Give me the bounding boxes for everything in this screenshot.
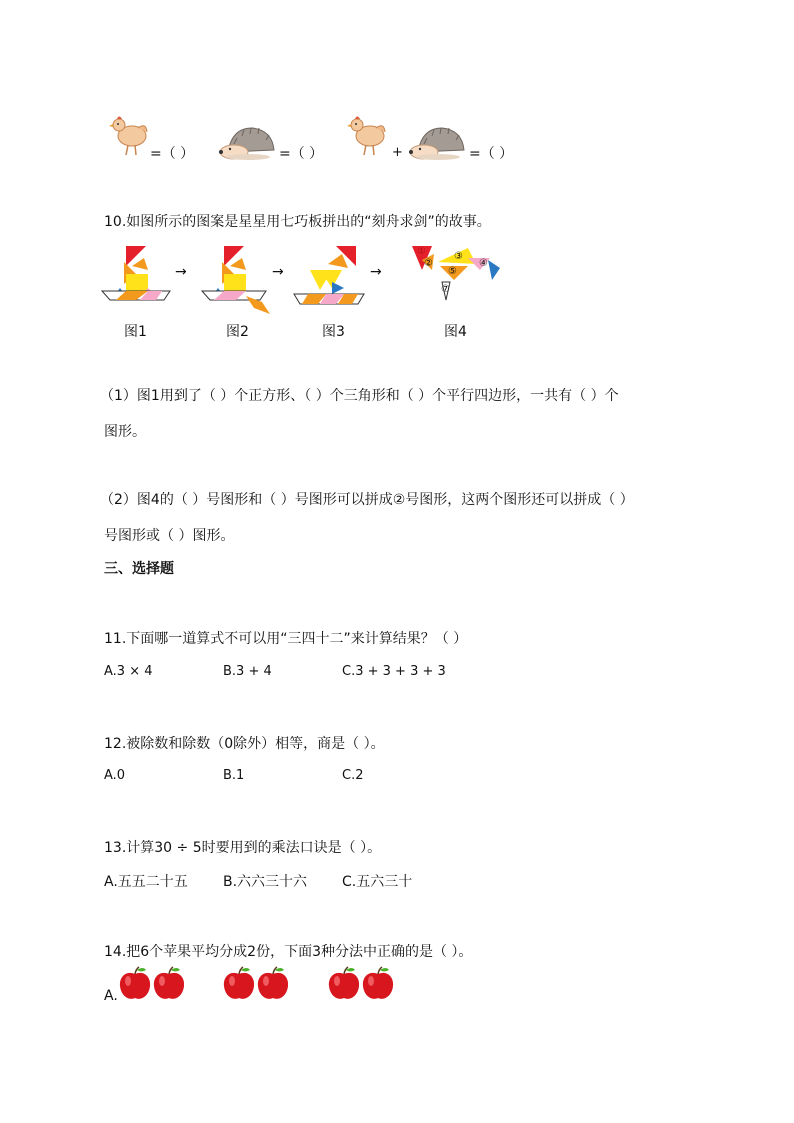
apple-pair-icon	[327, 966, 397, 1002]
q13-option-a[interactable]: A.五五二十五	[104, 874, 188, 890]
apple-pair-icon	[222, 966, 292, 1002]
hedgehog-icon	[218, 122, 278, 162]
piece-number-3: ③	[454, 251, 463, 262]
q10-part1-line2: 图形。	[104, 424, 146, 440]
piece-number-2: ②	[424, 258, 433, 269]
q13-option-c[interactable]: C.五六三十	[342, 874, 413, 890]
q12-option-b[interactable]: B.1	[223, 768, 245, 783]
piece-number-1: ①	[417, 246, 426, 257]
q12-option-a[interactable]: A.0	[104, 768, 126, 783]
q14-option-a[interactable]: A.	[104, 988, 118, 1004]
piece-number-5: ⑤	[448, 266, 457, 277]
chick-icon	[346, 112, 390, 158]
arrow-icon: →	[370, 264, 382, 280]
q11-question: 11.下面哪一道算式不可以用“三四十二”来计算结果？（ ）	[104, 631, 468, 647]
q14-question: 14.把6个苹果平均分成2份，下面3种分法中正确的是（ ）。	[104, 944, 473, 960]
arrow-icon: →	[272, 264, 284, 280]
figure-caption-2: 图2	[226, 324, 249, 340]
q12-option-c[interactable]: C.2	[342, 768, 364, 783]
q10-part2-line1: （2）图4的（ ）号图形和（ ）号图形可以拼成②号图形，这两个图形还可以拼成（ ）	[100, 492, 634, 508]
figure-caption-1: 图1	[124, 324, 147, 340]
piece-number-7: ⑦	[441, 284, 450, 295]
figure-caption-4: 图4	[444, 324, 467, 340]
q9-answer-blank-3[interactable]: =（ ）	[469, 146, 514, 162]
tangram-figure-2	[200, 244, 274, 316]
figure-caption-3: 图3	[322, 324, 345, 340]
q9-answer-blank-1[interactable]: =（ ）	[150, 146, 195, 162]
q11-option-c[interactable]: C.3 + 3 + 3 + 3	[342, 664, 446, 679]
q9-answer-blank-2[interactable]: =（ ）	[279, 146, 324, 162]
q11-option-b[interactable]: B.3 + 4	[223, 664, 272, 679]
q10-question: 10.如图所示的图案是星星用七巧板拼出的“刻舟求剑”的故事。	[104, 214, 491, 230]
plus-sign: +	[392, 145, 403, 160]
q10-part1-line1: （1）图1用到了（ ）个正方形、（ ）个三角形和（ ）个平行四边形，一共有（ ）个	[100, 388, 619, 404]
q13-question: 13.计算30 ÷ 5时要用到的乘法口诀是（ ）。	[104, 840, 382, 856]
q11-option-a[interactable]: A.3 × 4	[104, 664, 153, 679]
q10-part2-line2: 号图形或（ ）图形。	[104, 528, 235, 544]
hedgehog-icon	[408, 122, 468, 162]
apple-pair-icon	[118, 966, 188, 1002]
tangram-figure-1	[100, 244, 172, 304]
arrow-icon: →	[175, 264, 187, 280]
piece-number-4: ④	[479, 258, 488, 269]
chick-icon	[108, 112, 152, 158]
tangram-figure-3	[292, 244, 366, 306]
q13-option-b[interactable]: B.六六三十六	[223, 874, 308, 890]
section-title: 三、选择题	[104, 561, 174, 577]
q12-question: 12.被除数和除数（0除外）相等，商是（ ）。	[104, 736, 385, 752]
